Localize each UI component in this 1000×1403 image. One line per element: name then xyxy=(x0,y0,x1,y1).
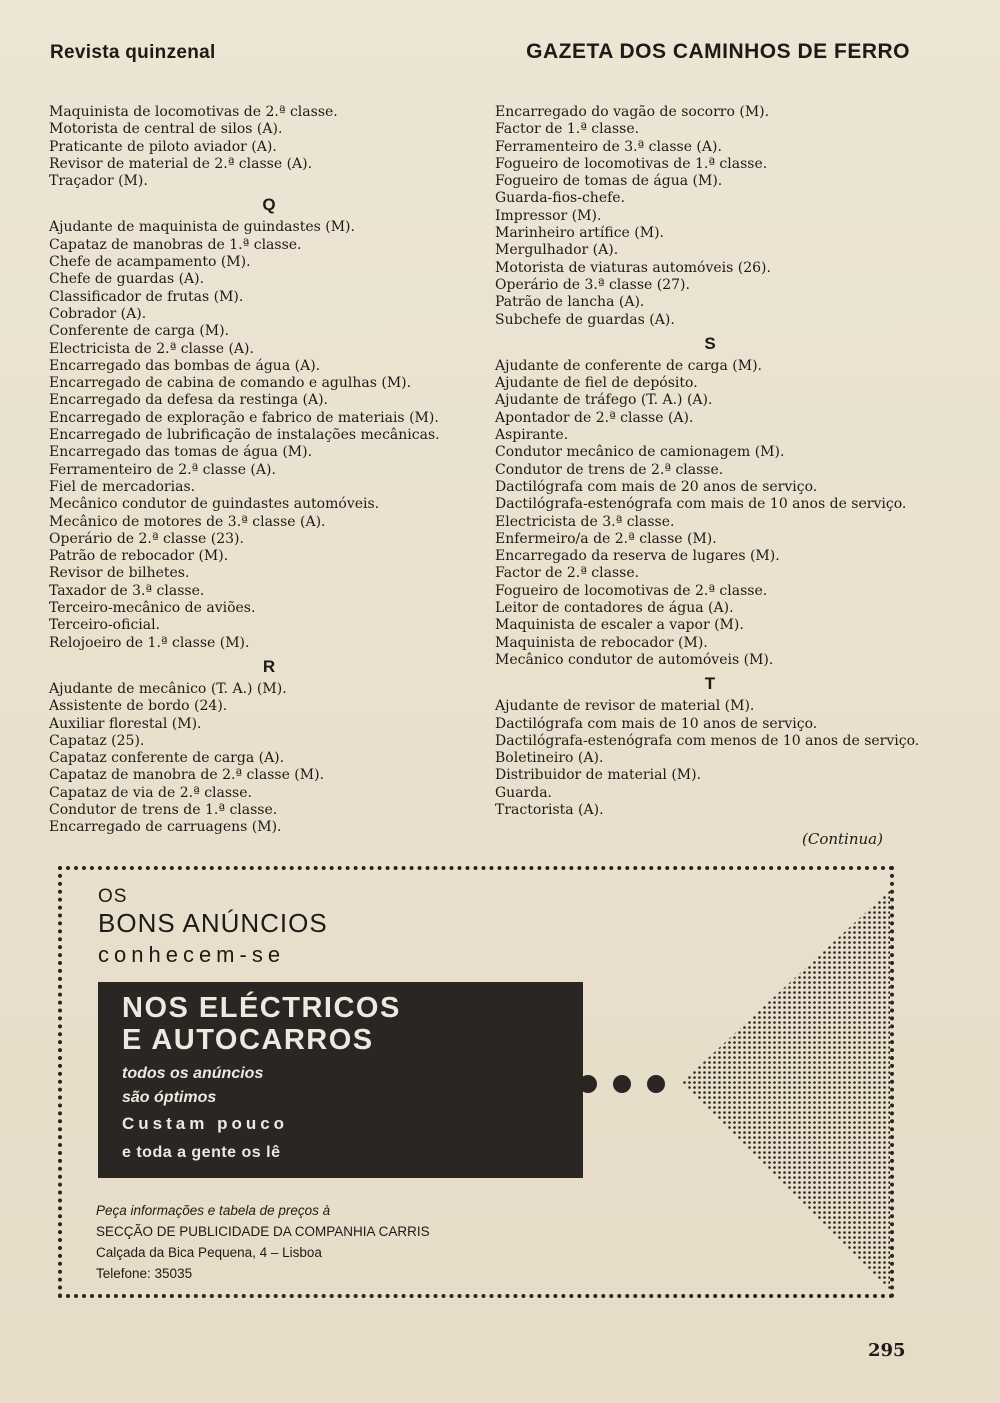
list-item: Auxiliar florestal (M). xyxy=(49,715,202,732)
list-section-r xyxy=(49,681,489,837)
list-item: Motorista de central de silos (A). xyxy=(49,121,283,138)
list-item: Praticante de piloto aviador (A). xyxy=(49,138,277,155)
list-item: Dactilógrafa com mais de 10 anos de serviço. xyxy=(495,715,818,732)
list-item: Capataz de via de 2.ª classe. xyxy=(49,784,252,801)
list-item: Fogueiro de tomas de água (M). xyxy=(495,173,723,190)
list-item: Ajudante de tráfego (T. A.) (A). xyxy=(495,392,713,409)
list-item: Revisor de bilhetes. xyxy=(49,565,190,582)
list-item: Mecânico de motores de 3.ª classe (A). xyxy=(49,513,326,530)
ad-bons-anuncios: BONS ANÚNCIOS xyxy=(98,908,328,938)
list-item: Boletineiro (A). xyxy=(495,750,604,767)
list-item: Factor de 1.ª classe. xyxy=(495,121,640,138)
list-item: Subchefe de guardas (A). xyxy=(495,311,675,328)
list-item: Patrão de rebocador (M). xyxy=(49,548,229,565)
list-item: Guarda. xyxy=(495,784,552,801)
list-item: Capataz conferente de carga (A). xyxy=(49,750,285,767)
list-item: Dactilógrafa-estenógrafa com mais de 10 anos de serviço. xyxy=(495,496,907,513)
list-item: Motorista de viaturas automóveis (26). xyxy=(495,259,771,276)
list-section-s xyxy=(495,358,925,669)
section-letter-t: T xyxy=(704,674,716,694)
section-letter-q: Q xyxy=(262,195,276,215)
ad-contact-address: Calçada da Bica Pequena, 4 – Lisboa xyxy=(96,1245,322,1260)
ad-tagline-line-2: são óptimos xyxy=(122,1089,217,1106)
list-item: Impressor (M). xyxy=(495,207,602,224)
list-item: Conferente de carga (M). xyxy=(49,323,230,340)
list-item: Encarregado de cabina de comando e agulhas (M). xyxy=(49,375,412,392)
list-item: Operário de 3.ª classe (27). xyxy=(495,276,690,293)
running-header-left: Revista quinzenal xyxy=(50,42,216,63)
ad-headline-line-2: E AUTOCARROS xyxy=(122,1024,374,1056)
ad-graphic xyxy=(472,870,892,1294)
list-item: Mecânico condutor de guindastes automóveis. xyxy=(49,496,380,513)
list-item: Ferramenteiro de 2.ª classe (A). xyxy=(49,461,276,478)
list-item: Aspirante. xyxy=(495,427,569,444)
list-item: Maquinista de rebocador (M). xyxy=(495,634,708,651)
list-item: Ajudante de fiel de depósito. xyxy=(495,375,698,392)
list-item: Ajudante de mecânico (T. A.) (M). xyxy=(49,680,287,697)
list-item: Apontador de 2.ª classe (A). xyxy=(495,409,694,426)
list-item: Patrão de lancha (A). xyxy=(495,294,645,311)
right-column xyxy=(495,104,925,819)
list-item: Cobrador (A). xyxy=(49,305,147,322)
list-item: Fogueiro de locomotivas de 2.ª classe. xyxy=(495,582,768,599)
list-item: Tractorista (A). xyxy=(495,801,604,818)
list-item: Operário de 2.ª classe (23). xyxy=(49,530,244,547)
list-item: Electricista de 2.ª classe (A). xyxy=(49,340,254,357)
list-item: Condutor de trens de 1.ª classe. xyxy=(49,801,278,818)
list-item: Encarregado de carruagens (M). xyxy=(49,819,282,836)
ad-contact-phone: Telefone: 35035 xyxy=(96,1266,193,1281)
continua-note: (Continua) xyxy=(802,830,883,848)
ad-dot-6 xyxy=(647,1075,665,1093)
advertisement-box xyxy=(58,866,894,1298)
list-item: Maquinista de escaler a vapor (M). xyxy=(495,617,744,634)
left-column xyxy=(49,104,489,837)
list-item: Terceiro-oficial. xyxy=(49,617,161,634)
list-item: Capataz de manobra de 2.ª classe (M). xyxy=(49,767,325,784)
ad-dot-5 xyxy=(613,1075,631,1093)
list-item: Enfermeiro/a de 2.ª classe (M). xyxy=(495,530,717,547)
list-item: Fogueiro de locomotivas de 1.ª classe. xyxy=(495,155,768,172)
ad-custam-pouco: Custam pouco xyxy=(122,1114,289,1133)
list-item: Maquinista de locomotivas de 2.ª classe. xyxy=(49,104,338,120)
list-item: Electricista de 3.ª classe. xyxy=(495,513,675,530)
dotted-triangle-graphic xyxy=(682,890,890,1290)
list-item: Encarregado do vagão de socorro (M). xyxy=(495,104,770,120)
list-item: Fiel de mercadorias. xyxy=(49,478,196,495)
list-section-q xyxy=(49,219,489,651)
list-item: Mecânico condutor de automóveis (M). xyxy=(495,651,774,668)
list-item: Traçador (M). xyxy=(49,173,148,190)
ad-headline xyxy=(122,992,401,1056)
list-item: Revisor de material de 2.ª classe (A). xyxy=(49,155,313,172)
ad-tagline-line-1: todos os anúncios xyxy=(122,1065,264,1082)
list-item: Ajudante de maquinista de guindastes (M). xyxy=(49,219,355,236)
ad-dot-2 xyxy=(512,1075,530,1093)
ad-toda-gente: e toda a gente os lê xyxy=(122,1144,281,1161)
ad-dot-1 xyxy=(478,1075,496,1093)
list-item: Assistente de bordo (24). xyxy=(49,698,228,715)
ad-os: OS xyxy=(98,886,128,907)
list-item: Distribuidor de material (M). xyxy=(495,767,702,784)
list-item: Taxador de 3.ª classe. xyxy=(49,582,205,599)
list-item: Factor de 2.ª classe. xyxy=(495,565,640,582)
section-letter-s: S xyxy=(704,333,716,353)
list-section-r-continued xyxy=(495,104,925,329)
section-letter-r: R xyxy=(262,656,276,676)
ad-dot-3 xyxy=(546,1075,564,1093)
list-item: Terceiro-mecânico de aviões. xyxy=(49,600,256,617)
list-item: Chefe de guardas (A). xyxy=(49,271,205,288)
list-item: Ferramenteiro de 3.ª classe (A). xyxy=(495,138,722,155)
list-item: Classificador de frutas (M). xyxy=(49,288,244,305)
list-item: Encarregado das bombas de água (A). xyxy=(49,357,321,374)
ad-conhecem-se: conhecem-se xyxy=(98,942,286,967)
list-item: Condutor de trens de 2.ª classe. xyxy=(495,461,724,478)
list-item: Ajudante de revisor de material (M). xyxy=(495,698,755,715)
list-item: Encarregado de exploração e fabrico de materiais (M). xyxy=(49,409,439,426)
list-item: Encarregado das tomas de água (M). xyxy=(49,444,313,461)
ad-dot-4 xyxy=(579,1075,597,1093)
list-item: Capataz (25). xyxy=(49,732,145,749)
list-item: Dactilógrafa com mais de 20 anos de serviço. xyxy=(495,478,818,495)
list-item: Encarregado da reserva de lugares (M). xyxy=(495,548,780,565)
list-item: Condutor mecânico de camionagem (M). xyxy=(495,444,785,461)
ad-contact-intro: Peça informações e tabela de preços à xyxy=(96,1203,331,1218)
list-item: Chefe de acampamento (M). xyxy=(49,254,251,271)
ad-headline-line-1: NOS ELÉCTRICOS xyxy=(122,992,401,1024)
list-item: Capataz de manobras de 1.ª classe. xyxy=(49,236,302,253)
list-item: Dactilógrafa-estenógrafa com menos de 10 anos de serviço. xyxy=(495,732,920,749)
ad-tagline xyxy=(122,1062,263,1110)
page-number: 295 xyxy=(868,1340,906,1361)
list-item: Relojoeiro de 1.ª classe (M). xyxy=(49,634,250,651)
running-header-right: GAZETA DOS CAMINHOS DE FERRO xyxy=(526,40,910,63)
list-item: Guarda-fios-chefe. xyxy=(495,190,626,207)
list-item: Mergulhador (A). xyxy=(495,242,619,259)
list-item: Leitor de contadores de água (A). xyxy=(495,600,734,617)
list-item: Ajudante de conferente de carga (M). xyxy=(495,357,763,374)
list-item: Encarregado da defesa da restinga (A). xyxy=(49,392,328,409)
ad-contact-company: SECÇÃO DE PUBLICIDADE DA COMPANHIA CARRIS xyxy=(96,1224,430,1239)
list-item: Encarregado de lubrificação de instalações mecânicas. xyxy=(49,427,440,444)
ad-contact-block xyxy=(96,1200,430,1284)
list-section-t xyxy=(495,698,925,819)
list-section-p xyxy=(49,104,489,190)
list-item: Marinheiro artífice (M). xyxy=(495,225,664,242)
